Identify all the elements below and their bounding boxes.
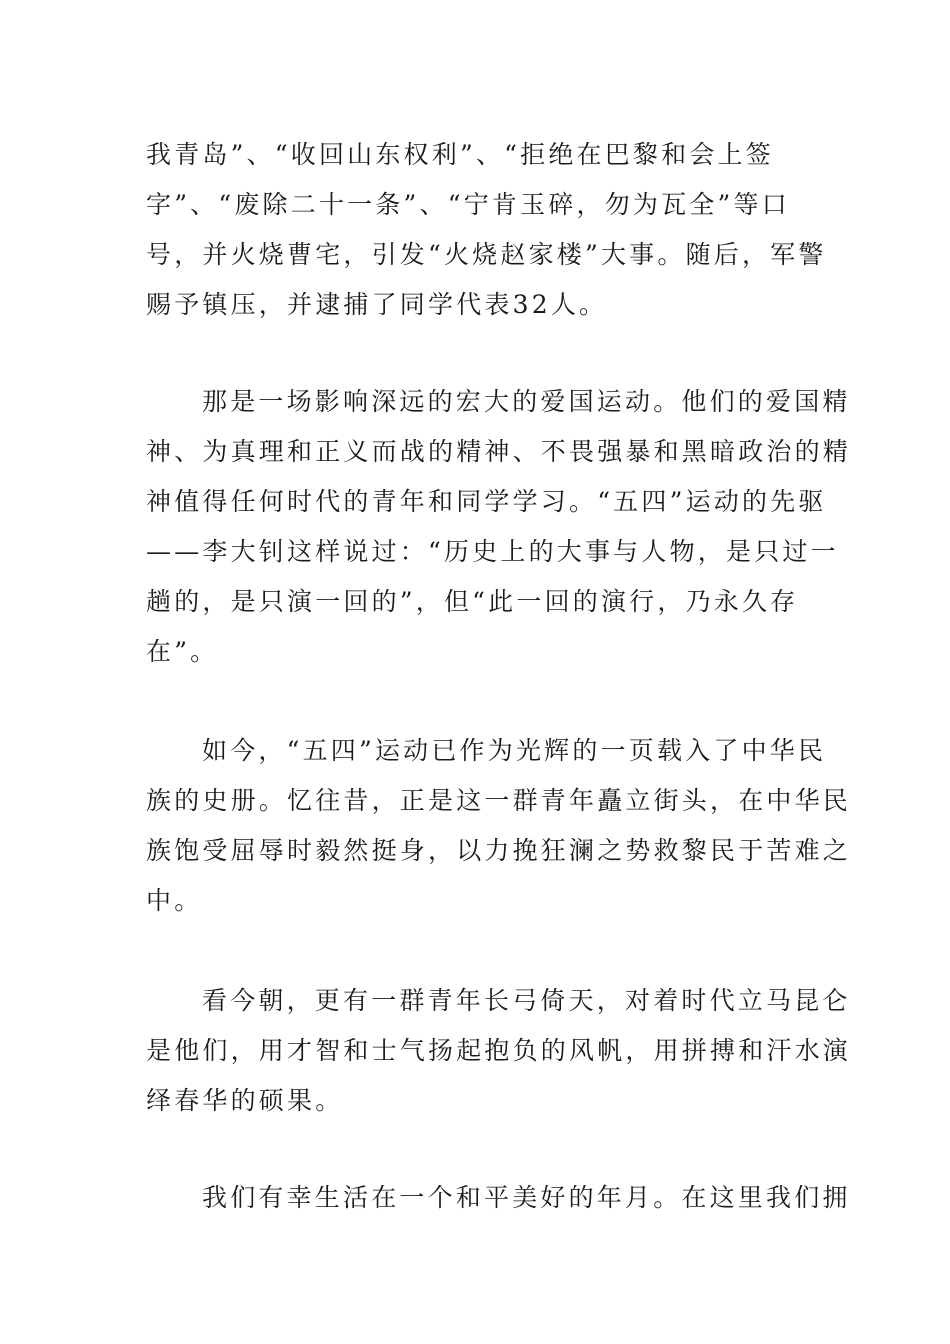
paragraph-line: 神值得任何时代的青年和同学学习。“五四”运动的先驱 [146, 487, 827, 516]
paragraph-line: 那是一场影响深远的宏大的爱国运动。他们的爱国精 [202, 387, 851, 416]
paragraph-line: 绎春华的硕果。 [146, 1086, 344, 1115]
paragraph-3 [146, 726, 852, 926]
paragraph-line: 如今，“五四”运动已作为光辉的一页载入了中华民 [202, 736, 827, 765]
paragraph-line: 赐予镇压，并逮捕了同学代表32人。 [146, 290, 608, 319]
paragraph-2 [146, 377, 852, 677]
paragraph-1 [146, 130, 827, 330]
paragraph-line: 神、为真理和正义而战的精神、不畏强暴和黑暗政治的精 [146, 437, 852, 466]
paragraph-line: 我青岛”、“收回山东权利”、“拒绝在巴黎和会上签 [146, 140, 774, 169]
paragraph-line: 趟的，是只演一回的”，但“此一回的演行，乃永久存 [146, 587, 799, 616]
paragraph-line: 看今朝，更有一群青年长弓倚天，对着时代立马昆仑 [202, 986, 851, 1015]
paragraph-line: 号，并火烧曹宅，引发“火烧赵家楼”大事。随后，军警 [146, 240, 827, 269]
paragraph-line: 在”。 [146, 637, 219, 666]
paragraph-5 [146, 1173, 851, 1223]
paragraph-line: 我们有幸生活在一个和平美好的年月。在这里我们拥 [202, 1183, 851, 1212]
paragraph-line: 族的史册。忆往昔，正是这一群青年矗立街头，在中华民 [146, 786, 852, 815]
paragraph-4 [146, 976, 852, 1126]
paragraph-line: 族饱受屈辱时毅然挺身，以力挽狂澜之势救黎民于苦难之 [146, 836, 852, 865]
paragraph-line: 是他们，用才智和士气扬起抱负的风帆，用拼搏和汗水演 [146, 1036, 852, 1065]
paragraph-line: 字”、“废除二十一条”、“宁肯玉碎，勿为瓦全”等口 [146, 190, 790, 219]
paragraph-line: ——李大钊这样说过：“历史上的大事与人物，是只过一 [146, 537, 839, 566]
paragraph-line: 中。 [146, 886, 203, 915]
